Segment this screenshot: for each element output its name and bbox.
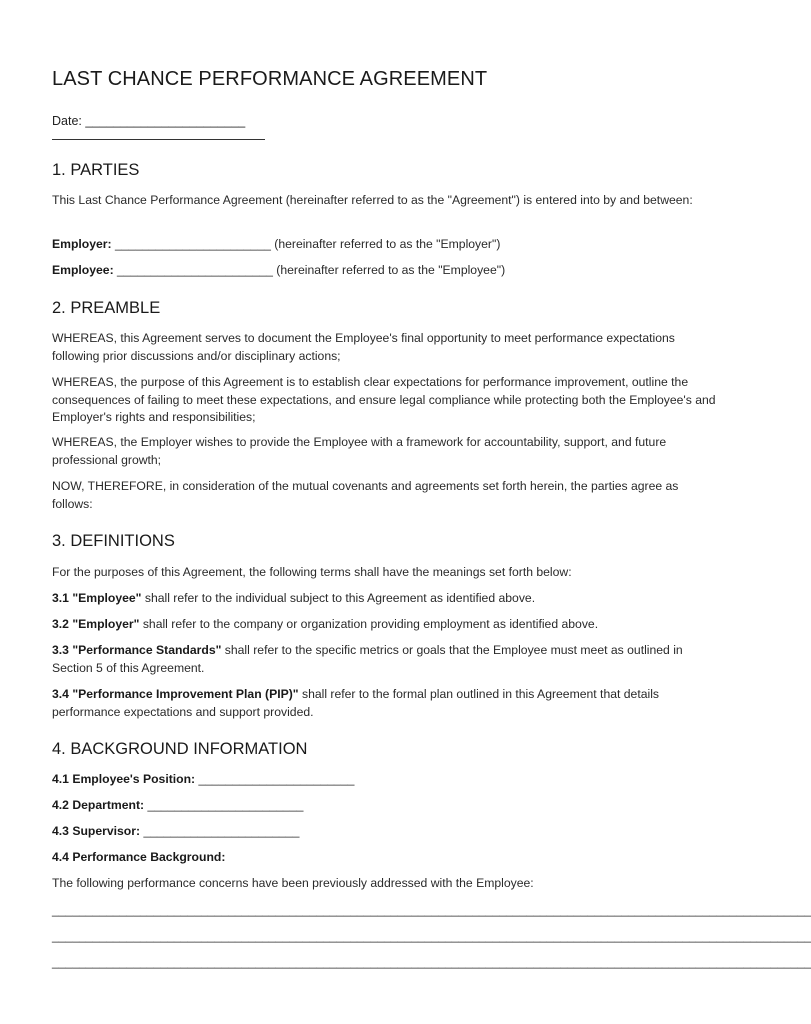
- section-heading-preamble: 2. PREAMBLE: [52, 299, 161, 317]
- definition-pip: [52, 686, 722, 721]
- employee-label: Employee:: [52, 263, 114, 277]
- definition-text: shall refer to the specific metrics or goals that the Employee must meet as outlined in Section 5 of this Agreement.: [52, 643, 683, 675]
- preamble-paragraph-4: NOW, THEREFORE, in consideration of the mutual covenants and agreements set forth herein, the parties agree as follows:: [52, 479, 679, 511]
- definition-employee: [52, 590, 722, 608]
- supervisor-blank: _______________________: [140, 824, 300, 838]
- definition-text: shall refer to the individual subject to this Agreement as identified above.: [141, 591, 536, 605]
- employee-line: [52, 262, 722, 280]
- section-heading-definitions: 3. DEFINITIONS: [52, 532, 175, 550]
- definition-text: shall refer to the company or organization providing employment as identified above.: [139, 617, 599, 631]
- document-title: LAST CHANCE PERFORMANCE AGREEMENT: [52, 68, 488, 90]
- date-underline: [52, 139, 265, 140]
- definition-text: shall refer to the formal plan outlined in this Agreement that details performance expectations and support provided.: [52, 687, 660, 719]
- employer-line: [52, 236, 722, 254]
- department-line: [52, 797, 722, 815]
- date-field: Date: _______________________: [52, 114, 246, 128]
- employee-position-line: [52, 771, 722, 789]
- preamble-paragraph-3: WHEREAS, the Employer wishes to provide the Employee with a framework for accountability, support, and future professional growth;: [52, 435, 667, 467]
- employer-label: Employer:: [52, 237, 112, 251]
- supervisor-line: [52, 823, 722, 841]
- employer-blank: _______________________ (hereinafter referred to as the "Employer"): [111, 237, 501, 251]
- definition-performance-standards: [52, 642, 722, 677]
- section-heading-parties: 1. PARTIES: [52, 161, 140, 179]
- employee-blank: _______________________ (hereinafter referred to as the "Employee"): [113, 263, 506, 277]
- blank-line: ________________________________________________________________________________________________________________: [52, 955, 811, 969]
- supervisor-label: 4.3 Supervisor:: [52, 824, 141, 838]
- definition-term: 3.4 "Performance Improvement Plan (PIP)": [52, 687, 299, 701]
- section-heading-background: 4. BACKGROUND INFORMATION: [52, 740, 308, 758]
- performance-background-intro: The following performance concerns have been previously addressed with the Employee:: [52, 876, 534, 890]
- definition-term: 3.1 "Employee": [52, 591, 142, 605]
- preamble-paragraph-1: WHEREAS, this Agreement serves to document the Employee's final opportunity to meet performance expectations following prior discussions and/or disciplinary actions;: [52, 331, 675, 363]
- definition-term: 3.2 "Employer": [52, 617, 140, 631]
- definition-employer: [52, 616, 722, 634]
- position-blank: _______________________: [195, 772, 355, 786]
- definitions-intro: For the purposes of this Agreement, the following terms shall have the meanings set forth below:: [52, 565, 572, 579]
- department-blank: _______________________: [144, 798, 304, 812]
- blank-line: ________________________________________________________________________________________________________________: [52, 903, 811, 917]
- definition-term: 3.3 "Performance Standards": [52, 643, 222, 657]
- preamble-paragraph-2: WHEREAS, the purpose of this Agreement is to establish clear expectations for performance improvement, outline the consequences of failing to meet these expectations, and ensure legal compliance while protecting both the Employee's and Employer's rights and responsibilities;: [52, 375, 716, 424]
- performance-background-label: 4.4 Performance Background:: [52, 850, 226, 864]
- parties-intro: This Last Chance Performance Agreement (hereinafter referred to as the "Agreement") is entered into by and between:: [52, 193, 693, 207]
- department-label: 4.2 Department:: [52, 798, 145, 812]
- blank-line: ________________________________________________________________________________________________________________: [52, 929, 811, 943]
- position-label: 4.1 Employee's Position:: [52, 772, 196, 786]
